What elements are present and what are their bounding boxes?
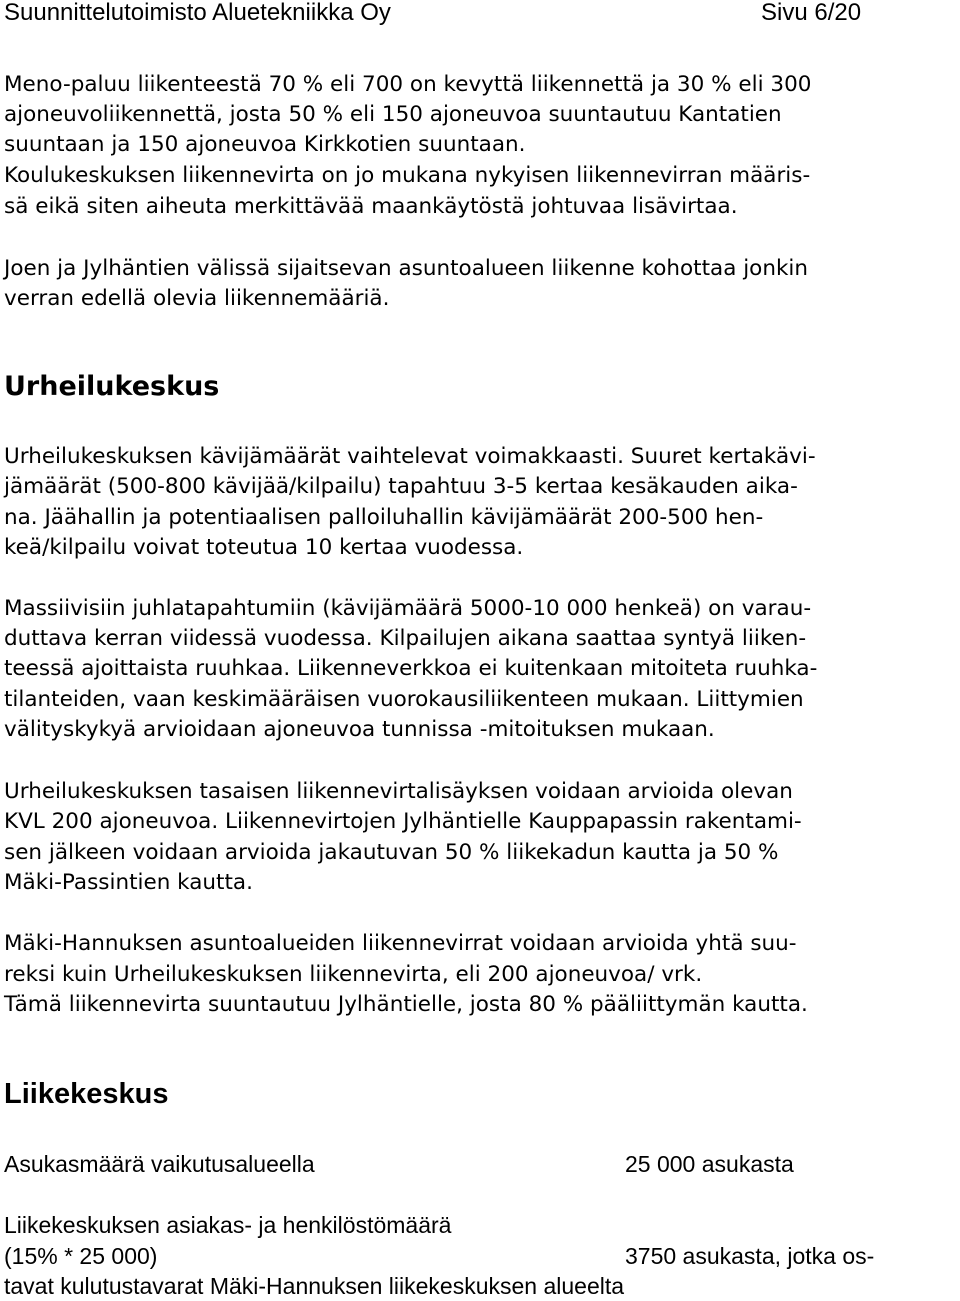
paragraph-line: na. Jäähallin ja potentiaalisen palloiluhallin kävijämäärät 200-500 hen- — [4, 505, 764, 530]
table-value: 3750 asukasta, jotka os- — [625, 1243, 875, 1269]
table-value: 25 000 asukasta — [625, 1151, 794, 1177]
table-label: Liikekeskuksen asiakas- ja henkilöstömäärä — [4, 1212, 452, 1238]
paragraph-line: välityskykyä arvioidaan ajoneuvoa tunnissa -mitoituksen mukaan. — [4, 717, 715, 742]
document-header-company: Suunnittelutoimisto Aluetekniikka Oy — [4, 0, 391, 26]
paragraph-line: jämäärät (500-800 kävijää/kilpailu) tapahtuu 3-5 kertaa kesäkauden aika- — [4, 474, 798, 499]
paragraph-line: duttava kerran viidessä vuodessa. Kilpailujen aikana saattaa syntyä liiken- — [4, 626, 807, 651]
paragraph-line: keä/kilpailu voivat toteutua 10 kertaa vuodessa. — [4, 535, 524, 560]
paragraph-line: ajoneuvoliikennettä, josta 50 % eli 150 ajoneuvoa suuntautuu Kantatien — [4, 102, 782, 127]
paragraph-line: sen jälkeen voidaan arvioida jakautuvan 50 % liikekadun kautta ja 50 % — [4, 840, 779, 865]
paragraph-line: Meno-paluu liikenteestä 70 % eli 700 on kevyttä liikennettä ja 30 % eli 300 — [4, 72, 812, 97]
paragraph-line: Joen ja Jylhäntien välissä sijaitsevan asuntoalueen liikenne kohottaa jonkin — [4, 256, 809, 281]
paragraph-line: sä eikä siten aiheuta merkittävää maankäytöstä johtuvaa lisävirtaa. — [4, 194, 738, 219]
paragraph-line: Koulukeskuksen liikennevirta on jo mukana nykyisen liikennevirran määris- — [4, 163, 811, 188]
section-heading-urheilukeskus: Urheilukeskus — [4, 371, 220, 402]
paragraph-line: Mäki-Passintien kautta. — [4, 870, 253, 895]
paragraph-line: Urheilukeskuksen kävijämäärät vaihtelevat voimakkaasti. Suuret kertakävi- — [4, 444, 816, 469]
paragraph-line: reksi kuin Urheilukeskuksen liikennevirta, eli 200 ajoneuvoa/ vrk. — [4, 962, 703, 987]
paragraph-line: tilanteiden, vaan keskimääräisen vuorokausiliikenteen mukaan. Liittymien — [4, 687, 804, 712]
paragraph-line: Massiivisiin juhlatapahtumiin (kävijämäärä 5000-10 000 henkeä) on varau- — [4, 596, 812, 621]
paragraph-line: KVL 200 ajoneuvoa. Liikennevirtojen Jylhäntielle Kauppapassin rakentami- — [4, 809, 802, 834]
paragraph-line: verran edellä olevia liikennemääriä. — [4, 286, 390, 311]
section-heading-liikekeskus: Liikekeskus — [4, 1078, 169, 1110]
paragraph-line: Tämä liikennevirta suuntautuu Jylhäntielle, josta 80 % pääliittymän kautta. — [4, 992, 808, 1017]
table-label: Asukasmäärä vaikutusalueella — [4, 1151, 315, 1177]
page-number: Sivu 6/20 — [761, 0, 862, 26]
paragraph-line: teessä ajoittaista ruuhkaa. Liikenneverkkoa ei kuitenkaan mitoiteta ruuhka- — [4, 656, 818, 681]
paragraph-line: Mäki-Hannuksen asuntoalueiden liikennevirrat voidaan arvioida yhtä suu- — [4, 931, 797, 956]
table-label: (15% * 25 000) — [4, 1243, 158, 1269]
paragraph-line: Urheilukeskuksen tasaisen liikennevirtalisäyksen voidaan arvioida olevan — [4, 779, 793, 804]
paragraph-line: suuntaan ja 150 ajoneuvoa Kirkkotien suuntaan. — [4, 132, 526, 157]
table-value: tavat kulutustavarat Mäki-Hannuksen liikekeskuksen alueelta — [4, 1273, 625, 1299]
